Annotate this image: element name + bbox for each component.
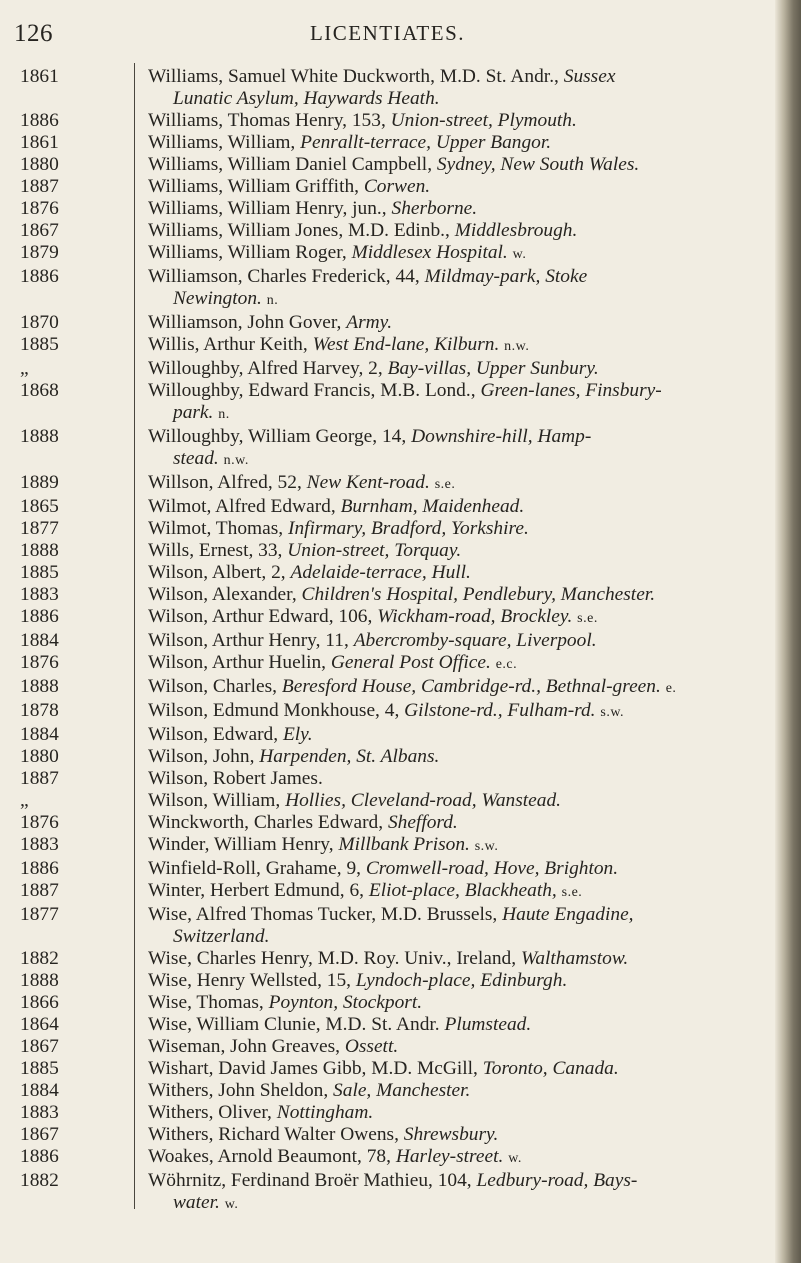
entry-text bbox=[148, 266, 765, 288]
entry-year: 1888 bbox=[20, 676, 59, 697]
entry-text bbox=[148, 880, 765, 904]
entry-text bbox=[148, 220, 765, 242]
entry-continuation bbox=[173, 288, 775, 312]
list-item bbox=[0, 606, 775, 630]
entry-year: 1885 bbox=[20, 562, 59, 583]
entry-year: 1884 bbox=[20, 1080, 59, 1101]
entry-postal-district: s.w. bbox=[474, 839, 499, 854]
entry-address: Shefford. bbox=[387, 812, 458, 833]
entry-year: 1885 bbox=[20, 1058, 59, 1079]
entry-name: Wilson, Albert, 2, bbox=[148, 562, 286, 583]
entry-address: Cromwell-road, Hove, Brighton. bbox=[365, 858, 619, 879]
entry-name: Williams, Thomas Henry, 153, bbox=[148, 110, 386, 131]
entry-address: West End-lane, Kilburn. bbox=[312, 334, 500, 355]
entry-year: 1885 bbox=[20, 334, 59, 355]
entry-address-continued: Lunatic Asylum, Haywards Heath. bbox=[173, 88, 440, 109]
entry-year: 1887 bbox=[20, 768, 59, 789]
entry-year: 1889 bbox=[20, 472, 59, 493]
entry-address: Bay-villas, Upper Sunbury. bbox=[387, 358, 599, 379]
entry-address: Sussex bbox=[563, 66, 616, 87]
entry-name: Winder, William Henry, bbox=[148, 834, 334, 855]
entry-year: „ bbox=[20, 790, 29, 811]
entry-name: Williams, William Jones, M.D. Edinb., bbox=[148, 220, 450, 241]
entry-text bbox=[148, 1102, 765, 1124]
entry-text bbox=[148, 176, 765, 198]
list-item bbox=[0, 724, 775, 746]
entry-year: 1884 bbox=[20, 630, 59, 651]
entry-text bbox=[148, 312, 765, 334]
entry-address: Children's Hospital, Pendlebury, Manchester. bbox=[301, 584, 656, 605]
entry-year: 1880 bbox=[20, 746, 59, 767]
entry-address: Burnham, Maidenhead. bbox=[340, 496, 525, 517]
list-item bbox=[0, 1146, 775, 1170]
entry-text bbox=[148, 676, 765, 700]
list-item bbox=[0, 154, 775, 176]
entry-address-continued: Switzerland. bbox=[173, 926, 270, 947]
entry-name: Williamson, John Gover, bbox=[148, 312, 342, 333]
entry-address: Shrewsbury. bbox=[403, 1124, 499, 1145]
list-item bbox=[0, 746, 775, 768]
entry-address: Lyndoch-place, Edinburgh. bbox=[355, 970, 568, 991]
entry-name: Withers, Richard Walter Owens, bbox=[148, 1124, 399, 1145]
entry-name: Wise, Charles Henry, M.D. Roy. Univ., Ireland, bbox=[148, 948, 517, 969]
list-item bbox=[0, 242, 775, 266]
page-header bbox=[14, 20, 761, 54]
entry-name: Williams, William Griffith, bbox=[148, 176, 359, 197]
entry-text bbox=[148, 334, 765, 358]
list-item bbox=[0, 1170, 775, 1216]
entry-address: Gilstone-rd., Fulham-rd. bbox=[404, 700, 596, 721]
entry-text bbox=[148, 948, 765, 970]
entry-text bbox=[148, 1058, 765, 1080]
entry-year: 1867 bbox=[20, 1124, 59, 1145]
entry-text bbox=[148, 472, 765, 496]
entry-address: Union-street, Torquay. bbox=[287, 540, 462, 561]
entry-year: 1884 bbox=[20, 724, 59, 745]
entry-address: Sherborne. bbox=[391, 198, 478, 219]
entry-address: Millbank Prison. bbox=[338, 834, 470, 855]
entry-name: Wise, Alfred Thomas Tucker, M.D. Brussels, bbox=[148, 904, 498, 925]
entry-text bbox=[148, 904, 765, 926]
entry-year: 1867 bbox=[20, 1036, 59, 1057]
list-item bbox=[0, 496, 775, 518]
list-item bbox=[0, 768, 775, 790]
entry-name: Willis, Arthur Keith, bbox=[148, 334, 308, 355]
entry-name: Wilson, Arthur Edward, 106, bbox=[148, 606, 373, 627]
entry-year: 1876 bbox=[20, 652, 59, 673]
list-item bbox=[0, 562, 775, 584]
entry-address: Haute Engadine, bbox=[502, 904, 634, 925]
list-item bbox=[0, 198, 775, 220]
entry-year: 1886 bbox=[20, 110, 59, 131]
entry-postal-district: w. bbox=[508, 1151, 522, 1166]
entry-year: 1888 bbox=[20, 970, 59, 991]
entry-name: Williams, William Roger, bbox=[148, 242, 347, 263]
licentiates-list bbox=[0, 66, 775, 1216]
entry-year: 1882 bbox=[20, 948, 59, 969]
entry-name: Wise, Thomas, bbox=[148, 992, 264, 1013]
entry-text bbox=[148, 1170, 765, 1192]
entry-postal-district: w. bbox=[512, 247, 527, 262]
list-item bbox=[0, 652, 775, 676]
entry-name: Wilson, Edmund Monkhouse, 4, bbox=[148, 700, 400, 721]
entry-name: Willoughby, Alfred Harvey, 2, bbox=[148, 358, 383, 379]
entry-address: Mildmay-park, Stoke bbox=[424, 266, 588, 287]
entry-text bbox=[148, 154, 765, 176]
entry-name: Wilson, Arthur Henry, 11, bbox=[148, 630, 349, 651]
entry-name: Wöhrnitz, Ferdinand Broër Mathieu, 104, bbox=[148, 1170, 472, 1191]
entry-postal-district: n.w. bbox=[223, 453, 249, 468]
list-item bbox=[0, 1014, 775, 1036]
entry-year: 1870 bbox=[20, 312, 59, 333]
entry-text bbox=[148, 1146, 765, 1170]
entry-text bbox=[148, 746, 765, 768]
entry-postal-district: s.w. bbox=[600, 705, 625, 720]
entry-address-continued: stead. bbox=[173, 448, 219, 469]
entry-year: 1865 bbox=[20, 496, 59, 517]
entry-address-continued: Newington. bbox=[173, 288, 262, 309]
entry-text bbox=[148, 540, 765, 562]
entry-year: 1883 bbox=[20, 584, 59, 605]
entry-year: 1887 bbox=[20, 880, 59, 901]
list-item bbox=[0, 380, 775, 426]
list-item bbox=[0, 1124, 775, 1146]
entry-text bbox=[148, 630, 765, 652]
entry-text bbox=[148, 858, 765, 880]
entry-year: 1886 bbox=[20, 1146, 59, 1167]
entry-name: Wilmot, Alfred Edward, bbox=[148, 496, 336, 517]
entry-name: Wise, William Clunie, M.D. St. Andr. bbox=[148, 1014, 440, 1035]
entry-year: 1868 bbox=[20, 380, 59, 401]
entry-name: Withers, John Sheldon, bbox=[148, 1080, 329, 1101]
entry-address: Harpenden, St. Albans. bbox=[259, 746, 440, 767]
entry-text bbox=[148, 584, 765, 606]
list-item bbox=[0, 1058, 775, 1080]
entry-year: 1876 bbox=[20, 812, 59, 833]
entry-year: 1878 bbox=[20, 700, 59, 721]
entry-text bbox=[148, 652, 765, 676]
entry-name: Willoughby, William George, 14, bbox=[148, 426, 407, 447]
list-item bbox=[0, 66, 775, 110]
entry-postal-district: n. bbox=[266, 293, 279, 308]
list-item bbox=[0, 540, 775, 562]
entry-address: Union-street, Plymouth. bbox=[390, 110, 577, 131]
entry-year: 1861 bbox=[20, 132, 59, 153]
entry-address: Wickham-road, Brockley. bbox=[377, 606, 573, 627]
list-item bbox=[0, 970, 775, 992]
list-item bbox=[0, 630, 775, 652]
list-item bbox=[0, 312, 775, 334]
page-edge-shadow bbox=[775, 0, 801, 1263]
entry-postal-district: n. bbox=[218, 407, 230, 422]
entry-year: 1883 bbox=[20, 1102, 59, 1123]
entry-postal-district: w. bbox=[224, 1197, 239, 1212]
list-item bbox=[0, 132, 775, 154]
list-item bbox=[0, 992, 775, 1014]
entry-text bbox=[148, 992, 765, 1014]
entry-name: Winckworth, Charles Edward, bbox=[148, 812, 384, 833]
entry-name: Wise, Henry Wellsted, 15, bbox=[148, 970, 352, 991]
entry-year: 1888 bbox=[20, 540, 59, 561]
entry-name: Winter, Herbert Edmund, 6, bbox=[148, 880, 364, 901]
entry-name: Wilson, William, bbox=[148, 790, 281, 811]
entry-name: Wilson, Alexander, bbox=[148, 584, 297, 605]
entry-text bbox=[148, 496, 765, 518]
entry-year: 1876 bbox=[20, 198, 59, 219]
page-number: 126 bbox=[14, 20, 53, 47]
entry-text bbox=[148, 562, 765, 584]
entry-address: Downshire-hill, Hamp- bbox=[411, 426, 592, 447]
entry-text bbox=[148, 606, 765, 630]
list-item bbox=[0, 472, 775, 496]
entry-postal-district: s.e. bbox=[561, 885, 583, 900]
entry-name: Williams, Samuel White Duckworth, M.D. St. Andr., bbox=[148, 66, 559, 87]
entry-year: 1861 bbox=[20, 66, 59, 87]
entry-address: Adelaide-terrace, Hull. bbox=[290, 562, 471, 583]
entry-name: Wilmot, Thomas, bbox=[148, 518, 284, 539]
list-item bbox=[0, 584, 775, 606]
entry-continuation bbox=[173, 926, 775, 948]
entry-text bbox=[148, 1124, 765, 1146]
entry-address: Hollies, Cleveland-road, Wanstead. bbox=[285, 790, 561, 811]
entry-address: Infirmary, Bradford, Yorkshire. bbox=[288, 518, 529, 539]
list-item bbox=[0, 948, 775, 970]
entry-year: 1877 bbox=[20, 518, 59, 539]
entry-year: 1864 bbox=[20, 1014, 59, 1035]
entry-name: Wiseman, John Greaves, bbox=[148, 1036, 340, 1057]
entry-text bbox=[148, 700, 765, 724]
list-item bbox=[0, 220, 775, 242]
entry-postal-district: e. bbox=[665, 681, 677, 696]
entry-text bbox=[148, 66, 765, 88]
entry-year: 1886 bbox=[20, 266, 59, 287]
entry-name: Williams, William Henry, jun., bbox=[148, 198, 387, 219]
entry-name: Williams, William, bbox=[148, 132, 296, 153]
entry-text bbox=[148, 790, 765, 812]
entry-name: Woakes, Arnold Beaumont, 78, bbox=[148, 1146, 391, 1167]
entry-address: Ely. bbox=[282, 724, 313, 745]
entry-address: Toronto, Canada. bbox=[482, 1058, 619, 1079]
entry-postal-district: s.e. bbox=[577, 611, 598, 626]
list-item bbox=[0, 266, 775, 312]
entry-name: Withers, Oliver, bbox=[148, 1102, 272, 1123]
list-item bbox=[0, 812, 775, 834]
list-item bbox=[0, 176, 775, 198]
entry-address: Corwen. bbox=[363, 176, 431, 197]
entry-text bbox=[148, 426, 765, 448]
list-item bbox=[0, 880, 775, 904]
entry-name: Wills, Ernest, 33, bbox=[148, 540, 283, 561]
entry-year: 1867 bbox=[20, 220, 59, 241]
entry-name: Wilson, Arthur Huelin, bbox=[148, 652, 327, 673]
entry-address: Penrallt-terrace, Upper Bangor. bbox=[300, 132, 552, 153]
entry-text bbox=[148, 242, 765, 266]
entry-postal-district: n.w. bbox=[504, 339, 530, 354]
entry-continuation bbox=[173, 88, 775, 110]
list-item bbox=[0, 1080, 775, 1102]
entry-year: 1882 bbox=[20, 1170, 59, 1191]
entry-address: Beresford House, Cambridge-rd., Bethnal-green. bbox=[281, 676, 661, 697]
entry-address: Abercromby-square, Liverpool. bbox=[353, 630, 597, 651]
entry-text bbox=[148, 380, 765, 402]
list-item bbox=[0, 858, 775, 880]
list-item bbox=[0, 790, 775, 812]
entry-year: 1886 bbox=[20, 606, 59, 627]
entry-name: Willoughby, Edward Francis, M.B. Lond., bbox=[148, 380, 476, 401]
entry-name: Winfield-Roll, Grahame, 9, bbox=[148, 858, 361, 879]
entry-text bbox=[148, 1080, 765, 1102]
entry-postal-district: s.e. bbox=[434, 477, 456, 492]
entry-year: 1880 bbox=[20, 154, 59, 175]
entry-address-continued: water. bbox=[173, 1192, 220, 1213]
entry-address: General Post Office. bbox=[330, 652, 491, 673]
entry-text bbox=[148, 1014, 765, 1036]
entry-name: Wilson, Robert James. bbox=[148, 768, 323, 789]
entry-name: Wilson, Charles, bbox=[148, 676, 278, 697]
list-item bbox=[0, 700, 775, 724]
entry-address: Middlesbrough. bbox=[454, 220, 578, 241]
list-item bbox=[0, 426, 775, 472]
entry-address: Ossett. bbox=[344, 1036, 399, 1057]
entry-year: 1887 bbox=[20, 176, 59, 197]
list-item bbox=[0, 904, 775, 948]
entry-postal-district: e.c. bbox=[495, 657, 518, 672]
entry-name: Williamson, Charles Frederick, 44, bbox=[148, 266, 420, 287]
entry-text bbox=[148, 198, 765, 220]
entry-year: 1883 bbox=[20, 834, 59, 855]
list-item bbox=[0, 518, 775, 540]
entry-year: „ bbox=[20, 358, 29, 379]
entry-text bbox=[148, 768, 765, 790]
list-item bbox=[0, 110, 775, 132]
entry-year: 1886 bbox=[20, 858, 59, 879]
entry-year: 1879 bbox=[20, 242, 59, 263]
entry-address: Nottingham. bbox=[276, 1102, 374, 1123]
entry-name: Willson, Alfred, 52, bbox=[148, 472, 302, 493]
entry-year: 1866 bbox=[20, 992, 59, 1013]
entry-year: 1877 bbox=[20, 904, 59, 925]
entry-address: Poynton, Stockport. bbox=[268, 992, 423, 1013]
entry-address-continued: park. bbox=[173, 402, 214, 423]
list-item bbox=[0, 834, 775, 858]
entry-address: Plumstead. bbox=[444, 1014, 532, 1035]
entry-name: Wilson, Edward, bbox=[148, 724, 279, 745]
entry-text bbox=[148, 1036, 765, 1058]
entry-name: Wilson, John, bbox=[148, 746, 255, 767]
entry-text bbox=[148, 812, 765, 834]
entry-address: Sale, Manchester. bbox=[333, 1080, 471, 1101]
entry-text bbox=[148, 970, 765, 992]
entry-text bbox=[148, 518, 765, 540]
entry-address: New Kent-road. bbox=[306, 472, 430, 493]
entry-address: Army. bbox=[346, 312, 393, 333]
entry-text bbox=[148, 110, 765, 132]
entry-text bbox=[148, 724, 765, 746]
entry-text bbox=[148, 132, 765, 154]
list-item bbox=[0, 676, 775, 700]
list-item bbox=[0, 358, 775, 380]
entry-address: Sydney, New South Wales. bbox=[436, 154, 640, 175]
entry-address: Walthamstow. bbox=[520, 948, 629, 969]
entry-continuation bbox=[173, 402, 775, 426]
list-item bbox=[0, 1102, 775, 1124]
entry-address: Ledbury-road, Bays- bbox=[476, 1170, 638, 1191]
list-item bbox=[0, 334, 775, 358]
entry-continuation bbox=[173, 1192, 775, 1216]
entry-text bbox=[148, 834, 765, 858]
entry-text bbox=[148, 358, 765, 380]
entry-year: 1888 bbox=[20, 426, 59, 447]
entry-address: Eliot-place, Blackheath, bbox=[368, 880, 557, 901]
entry-name: Wishart, David James Gibb, M.D. McGill, bbox=[148, 1058, 478, 1079]
entry-continuation bbox=[173, 448, 775, 472]
entry-address: Green-lanes, Finsbury- bbox=[480, 380, 662, 401]
entry-name: Williams, William Daniel Campbell, bbox=[148, 154, 433, 175]
entry-address: Middlesex Hospital. bbox=[351, 242, 508, 263]
list-item bbox=[0, 1036, 775, 1058]
entry-address: Harley-street. bbox=[395, 1146, 504, 1167]
running-head: LICENTIATES. bbox=[309, 21, 466, 45]
